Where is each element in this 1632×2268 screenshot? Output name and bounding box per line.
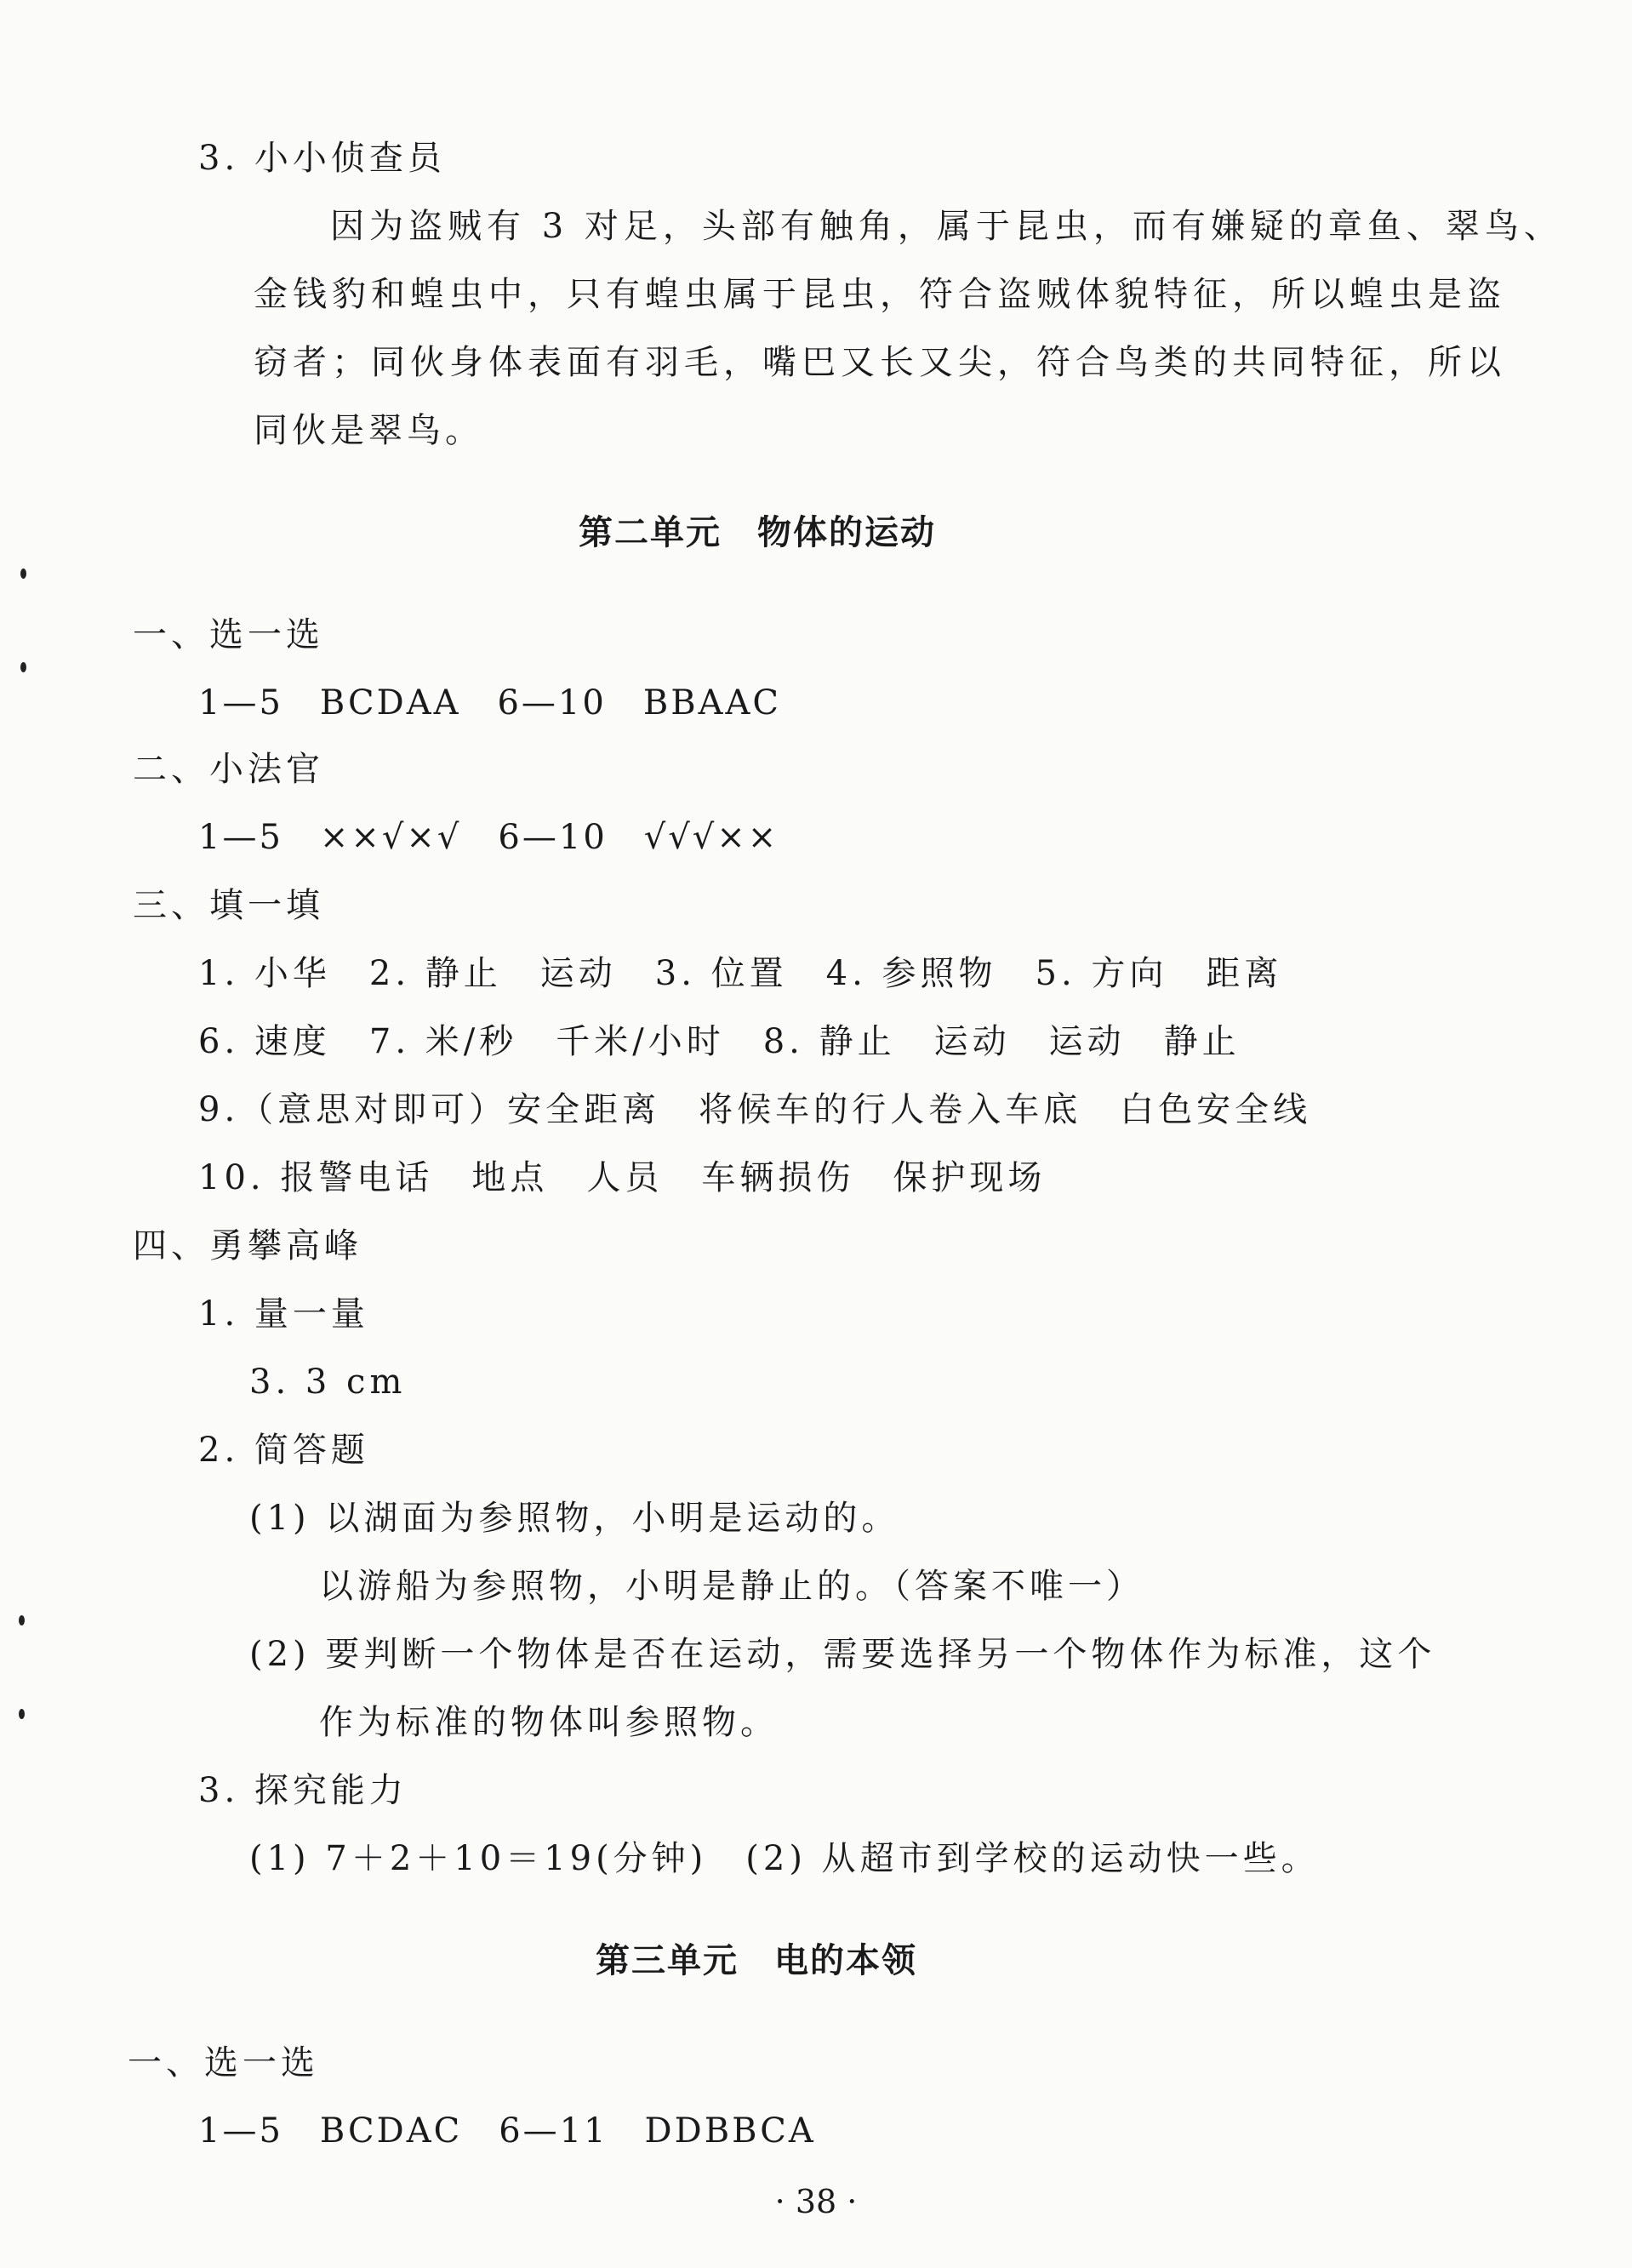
question-title: 2. 简答题 — [198, 1431, 369, 1470]
answer-line: 1—5 ××√×√ 6—10 √√√×× — [198, 818, 779, 857]
answer-line: 9.（意思对即可）安全距离 将候车的行人卷入车底 白色安全线 — [198, 1090, 1312, 1129]
section-heading: 二、小法官 — [133, 750, 324, 789]
answer-line: 1—5 BCDAC 6—11 DDBBCA — [198, 2111, 816, 2151]
answer-line: (2) 要判断一个物体是否在运动，需要选择另一个物体作为标准，这个 — [249, 1635, 1436, 1674]
answer-line: (1) 7＋2＋10＝19(分钟) (2) 从超市到学校的运动快一些。 — [249, 1839, 1320, 1878]
page-number: · 38 · — [774, 2183, 858, 2220]
section-heading: 一、选一选 — [133, 615, 324, 654]
q3-para-line: 金钱豹和蝗虫中，只有蝗虫属于昆虫，符合盗贼体貌特征，所以蝗虫是盗 — [254, 275, 1506, 314]
scan-speck — [20, 568, 26, 579]
answer-line: 作为标准的物体叫参照物。 — [319, 1703, 779, 1742]
scan-speck — [19, 1709, 25, 1719]
answer-line: 10. 报警电话 地点 人员 车辆损伤 保护现场 — [198, 1158, 1047, 1197]
answer-line: 以游船为参照物，小明是静止的。（答案不唯一） — [319, 1567, 1144, 1606]
q3-para-line: 同伙是翠鸟。 — [254, 411, 483, 450]
scan-speck — [19, 1615, 25, 1625]
answer-line: 3. 3 cm — [249, 1363, 407, 1402]
question-title: 3. 探究能力 — [198, 1771, 408, 1810]
q3-title: 3. 小小侦查员 — [198, 139, 446, 178]
q3-para-line: 窃者；同伙身体表面有羽毛，嘴巴又长又尖，符合鸟类的共同特征，所以 — [254, 343, 1506, 382]
q3-para-line: 因为盗贼有 3 对足，头部有触角，属于昆虫，而有嫌疑的章鱼、翠鸟、 — [330, 207, 1563, 246]
answer-line: 6. 速度 7. 米/秒 千米/小时 8. 静止 运动 运动 静止 — [198, 1022, 1241, 1061]
answer-line: 1. 小华 2. 静止 运动 3. 位置 4. 参照物 5. 方向 距离 — [198, 954, 1283, 993]
section-heading: 四、勇攀高峰 — [133, 1226, 362, 1265]
unit3-title: 第三单元 电的本领 — [596, 1941, 917, 1980]
answer-line: 1—5 BCDAA 6—10 BBAAC — [198, 683, 781, 723]
answer-line: (1) 以湖面为参照物，小明是运动的。 — [249, 1499, 900, 1538]
question-title: 1. 量一量 — [198, 1294, 369, 1334]
section-heading: 一、选一选 — [128, 2043, 319, 2082]
section-heading: 三、填一填 — [133, 886, 324, 925]
scan-speck — [20, 662, 26, 672]
unit2-title: 第二单元 物体的运动 — [579, 513, 936, 552]
